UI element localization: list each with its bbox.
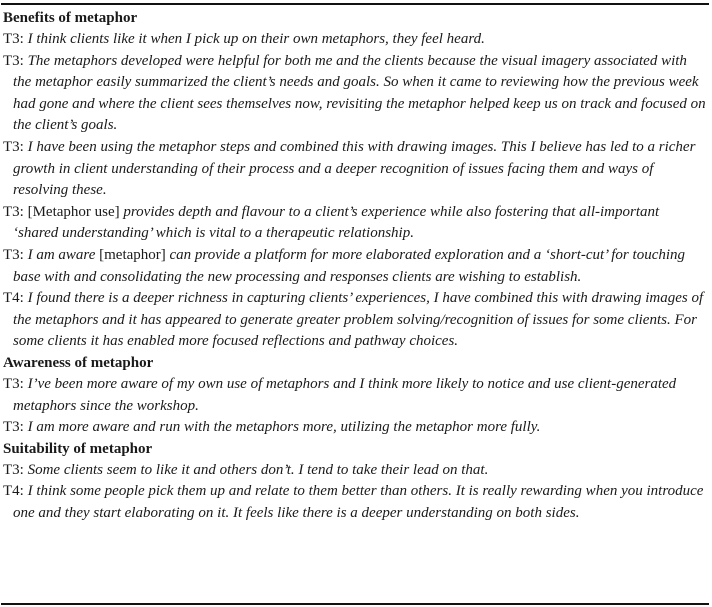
speaker-label: T4:	[3, 483, 24, 500]
quote-text: can provide a platform for more elaborated exploration and a ‘short-cut’ for touching base with and consolidating the new processing and responses clients are wishing to establish.	[13, 246, 686, 285]
quote-entry	[3, 29, 708, 51]
table-top-rule	[1, 3, 709, 5]
quote-text: provides depth and flavour to a client’s experience while also fostering that all-important ‘shared understanding’ which is vital to a therapeutic relationship.	[13, 203, 660, 242]
section-heading: Suitability of metaphor	[3, 440, 153, 457]
speaker-label: T4:	[3, 290, 24, 307]
quote-text: I am more aware and run with the metaphors more, utilizing the metaphor more fully.	[23, 419, 541, 436]
speaker-label: T3:	[3, 419, 24, 436]
quote-text: I’ve been more aware of my own use of metaphors and I think more likely to notice and use client-generated metaphors since the workshop.	[13, 375, 677, 414]
quote-text: I have been using the metaphor steps and combined this with drawing images. This I believe has led to a richer growth in client understanding of their process and a deeper recognition of issues facing them and ways of resolving these.	[13, 138, 696, 199]
quote-entry	[3, 417, 708, 439]
section-heading: Awareness of metaphor	[3, 354, 154, 371]
quote-text: I found there is a deeper richness in capturing clients’ experiences, I have combined this with drawing images of the metaphors and it has appeared to generate greater problem solving/recognition of issues for some clients. For some clients it has enabled more focused reflections and pathway choices.	[13, 290, 704, 350]
speaker-label: T3:	[3, 52, 24, 69]
quote-entry	[3, 288, 708, 353]
quote-entry	[3, 374, 708, 417]
quote-bracket-text: [metaphor]	[95, 246, 166, 263]
quote-entry	[3, 460, 708, 482]
quote-entry	[3, 245, 708, 288]
quote-entry	[3, 137, 708, 202]
speaker-label: T3:	[3, 31, 24, 47]
quote-entry	[3, 481, 708, 524]
quote-bracket-text: [Metaphor use]	[23, 203, 120, 220]
speaker-label: T3:	[3, 138, 24, 155]
quotes-table	[3, 8, 708, 524]
speaker-label: T3:	[3, 203, 24, 220]
quote-text: I think clients like it when I pick up on their own metaphors, they feel heard.	[23, 31, 485, 47]
quote-text: The metaphors developed were helpful for both me and the clients because the visual imagery associated with the metaphor easily summarized the client’s needs and goals. So when it came to reviewing how the previous week had gone and where the client sees themselves now, revisiting the metaphor helped keep us on track and focused on the client’s goals.	[13, 52, 706, 134]
speaker-label: T3:	[3, 375, 24, 392]
quote-text: I think some people pick them up and relate to them better than others. It is really rewarding when you introduce one and they start elaborating on it. It feels like there is a deeper understanding on both sides.	[13, 483, 704, 521]
quote-text: Some clients seem to like it and others don’t. I tend to take their lead on that.	[23, 461, 489, 478]
quote-entry	[3, 202, 708, 245]
quote-text: I am aware	[23, 246, 96, 263]
table-bottom-rule	[1, 603, 709, 605]
section-heading: Benefits of metaphor	[3, 10, 138, 26]
speaker-label: T3:	[3, 461, 24, 478]
quote-entry	[3, 51, 708, 137]
speaker-label: T3:	[3, 246, 24, 263]
